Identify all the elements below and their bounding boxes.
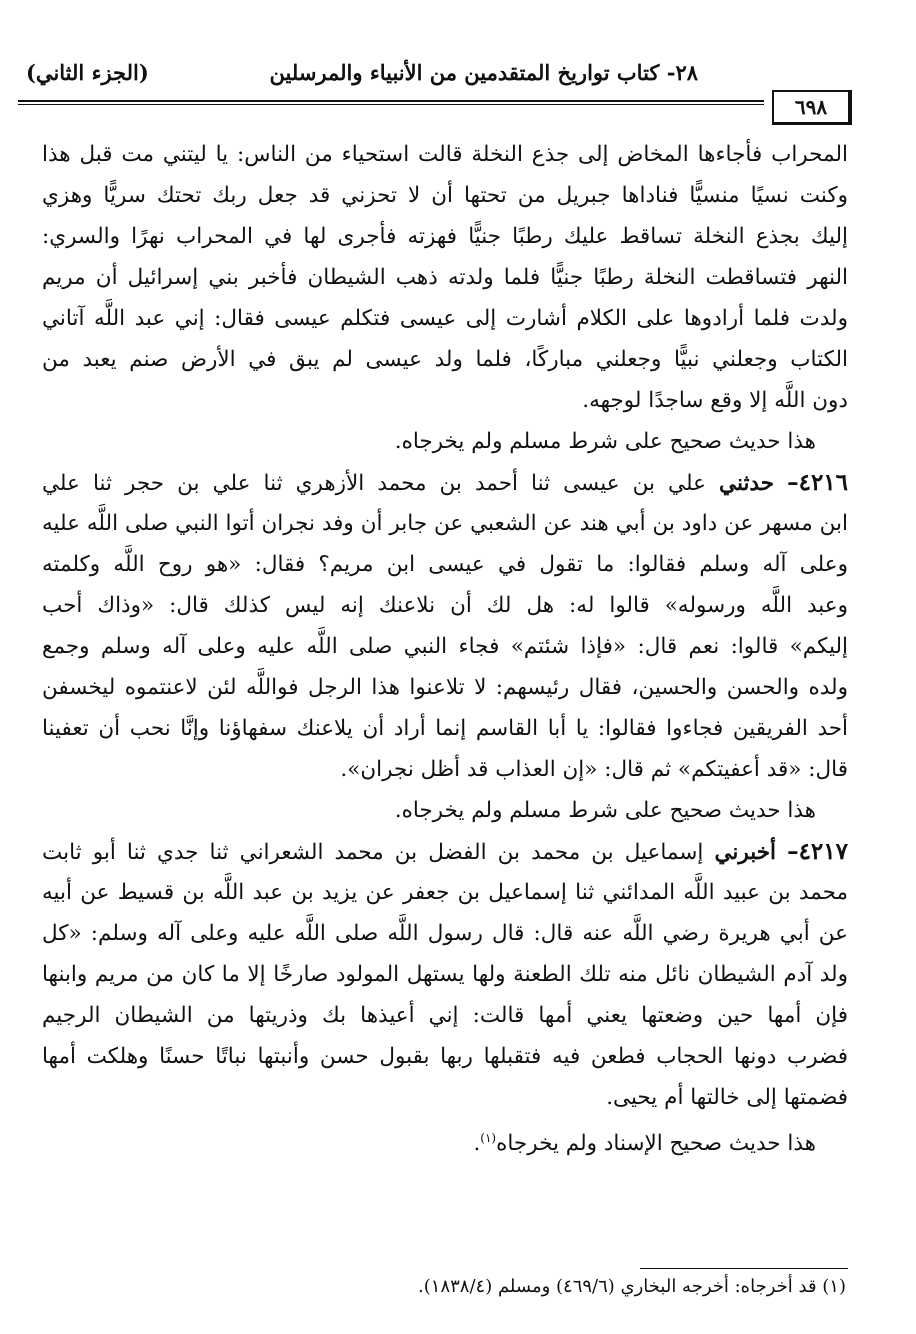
grading-line: هذا حديث صحيح على شرط مسلم ولم يخرجاه. [394,798,816,823]
text-line: إليك بجذع النخلة تساقط عليك رطبًا جنيًّا فهزته فأجرى لها في المحراب نهرًا والسري: [42,224,848,249]
period: . [473,1131,481,1157]
footnote-marker: (١) [480,1131,497,1145]
text-line: دون اللَّه إلا وقع ساجدًا لوجهه. [582,388,848,413]
text-line: النهر فتساقطت النخلة رطبًا جنيًّا فلما ولدته ذهب الشيطان فأخبر بني إسرائيل أن مريم [42,265,848,290]
footnote-rule [640,1268,848,1269]
text-line: ابن مسهر عن داود بن أبي هند عن الشعبي عن جابر أن وفد نجران أتوا النبي صلى اللَّه عليه [42,511,848,536]
text-line: فضمتها إلى خالتها أم يحيى. [606,1085,848,1110]
text-line: ولدت فلما أرادوها على الكلام أشارت إلى عيسى فتكلم عيسى فقال: إني عبد اللَّه آتاني [42,306,848,331]
text-line: ولده والحسن والحسين، فقال رئيسهم: لا تلاعنوا هذا الرجل فواللَّه لئن لاعنتموه ليخسفن [42,675,848,700]
text-line: الكتاب وجعلني نبيًّا وجعلني مباركًا، فلما ولد عيسى لم يبق في الأرض صنم يعبد من [42,347,848,372]
footnote: (١) قد أخرجاه: أخرجه البخاري (٤٦٩/٦) ومسلم (١٨٣٨/٤). [418,1276,846,1297]
text-line: وعبد اللَّه ورسوله» قالوا له: هل لك أن نلاعنك إنه ليس كذلك قال: «وذاك أحب [42,593,848,618]
text-line: إليكم» قالوا: نعم قال: «فإذا شئتم» فجاء النبي صلى اللَّه عليه وعلى آله وسلم وجمع [42,634,848,659]
hadith-number: ٤٢١٧– [787,838,848,865]
text-span: علي بن عيسى ثنا أحمد بن محمد الأزهري ثنا علي بن حجر ثنا علي [42,471,706,496]
grading-line [42,1118,848,1159]
volume-part: (الجزء الثاني) [26,60,149,85]
hadith-4216-first-line [42,462,848,503]
text-line: ولد آدم الشيطان نائل منه تلك الطعنة ولها يستهل المولود صارخًا إلا ما كان من مريم وابنها [42,962,848,987]
hadith-4217-first-line [42,831,848,872]
page-body [42,134,848,1159]
book-title: ٢٨- كتاب تواريخ المتقدمين من الأنبياء والمرسلين [269,60,698,85]
text-line: المحراب فأجاءها المخاض إلى جذع النخلة قالت استحياء من الناس: يا ليتني مت قبل هذا [42,142,848,167]
text-line: فإن أمها حين وضعتها يعني أمها قالت: إني أعيذها بك وذريتها من الشيطان الرجيم [42,1003,848,1028]
hadith-number: ٤٢١٦– [787,469,848,496]
text-line: فضرب دونها الحجاب فطعن فيه فتقبلها ربها بقبول حسن وأنبتها نباتًا حسنًا وهلكت أمها [42,1044,848,1069]
transmission-keyword: أخبرني [714,840,776,865]
text-line: أحد الفريقين فجاءوا فقالوا: يا أبا القاسم إنما أراد أن يلاعنك سفهاؤنا وإنَّا نحب أن تعفينا [42,716,848,741]
text-span: إسماعيل بن محمد بن الفضل بن محمد الشعراني ثنا جدي ثنا أبو ثابت [42,840,704,865]
text-line: وكنت نسيًا منسيًّا فناداها جبريل من تحتها أن لا تحزني قد جعل ربك تحتك سريًّا وهزي [42,183,848,208]
text-span: هذا حديث صحيح الإسناد ولم يخرجاه [496,1131,816,1157]
text-line: وعلى آله وسلم فقالوا: ما تقول في عيسى ابن مريم؟ فقال: «هو روح اللَّه وكلمته [42,552,848,577]
text-line: محمد بن عبيد اللَّه المدائني ثنا إسماعيل بن جعفر عن يزيد بن عبد اللَّه بن قسيط عن أبيه [42,880,848,905]
text-line: عن أبي هريرة رضي اللَّه عنه قال: قال رسول اللَّه صلى اللَّه عليه وعلى آله وسلم: «كل [42,921,848,946]
running-header [18,60,848,100]
grading-line: هذا حديث صحيح على شرط مسلم ولم يخرجاه. [394,429,816,454]
page-number: ٦٩٨ [772,90,852,125]
header-rule [18,100,764,105]
transmission-keyword: حدثني [719,471,774,496]
text-line: قال: «قد أعفيتكم» ثم قال: «إن العذاب قد أظل نجران». [340,757,848,782]
